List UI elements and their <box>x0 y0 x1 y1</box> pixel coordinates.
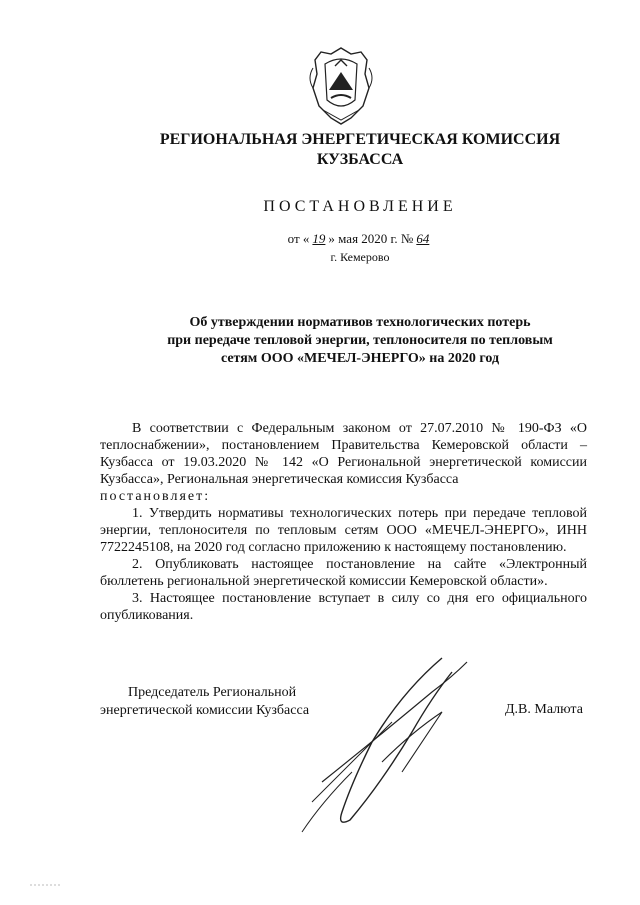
document-body <box>100 420 587 624</box>
signatory-name: Д.В. Малюта <box>505 702 583 717</box>
date-line <box>150 231 570 247</box>
subject-line1: Об утверждении нормативов технологических потерь <box>189 315 531 330</box>
handwritten-signature <box>282 652 482 837</box>
resolves-word: постановляет: <box>100 489 211 504</box>
preamble-paragraph: В соответствии с Федеральным законом от 27.07.2010 № 190-ФЗ «О теплоснабжении», постановлением Правительства Кемеровской области – Кузбасса от 19.03.2020 № 142 «О Региональной энергетической комиссии Кузбасса», Региональная энергетическая комиссия Кузбасса <box>100 421 587 487</box>
signatory-position <box>100 684 309 720</box>
document-number: 64 <box>416 231 430 246</box>
document-type: ПОСТАНОВЛЕНИЕ <box>263 198 457 215</box>
item-1: 1. Утвердить нормативы технологических потерь при передаче тепловой энергии, теплоносителя по тепловым сетям ООО «МЕЧЕЛ-ЭНЕРГО», ИНН 7722245108, на 2020 год согласно приложению к настоящему постановлению. <box>100 506 587 555</box>
item-3: 3. Настоящее постановление вступает в силу со дня его официального опубликования. <box>100 591 587 623</box>
date-middle: » мая 2020 г. № <box>328 231 414 246</box>
subject-line2: при передаче тепловой энергии, теплоносителя по тепловым <box>167 333 553 348</box>
org-name-line1: РЕГИОНАЛЬНАЯ ЭНЕРГЕТИЧЕСКАЯ КОМИССИЯ <box>159 131 561 148</box>
position-line1: Председатель Региональной <box>128 685 297 700</box>
organization-title <box>150 130 570 170</box>
subject-line3: сетям ООО «МЕЧЕЛ-ЭНЕРГО» на 2020 год <box>220 351 500 366</box>
coat-of-arms-emblem <box>305 44 377 128</box>
date-prefix: от « <box>287 231 310 246</box>
scan-edge-mark <box>30 884 60 886</box>
item-2: 2. Опубликовать настоящее постановление на сайте «Электронный бюллетень региональной энергетической комиссии Кемеровской области». <box>100 557 587 589</box>
city: г. Кемерово <box>330 250 390 264</box>
org-name-line2: КУЗБАССА <box>316 151 404 168</box>
document-subject <box>140 314 580 368</box>
date-day: 19 <box>312 231 326 246</box>
position-line2: энергетической комиссии Кузбасса <box>100 703 310 718</box>
